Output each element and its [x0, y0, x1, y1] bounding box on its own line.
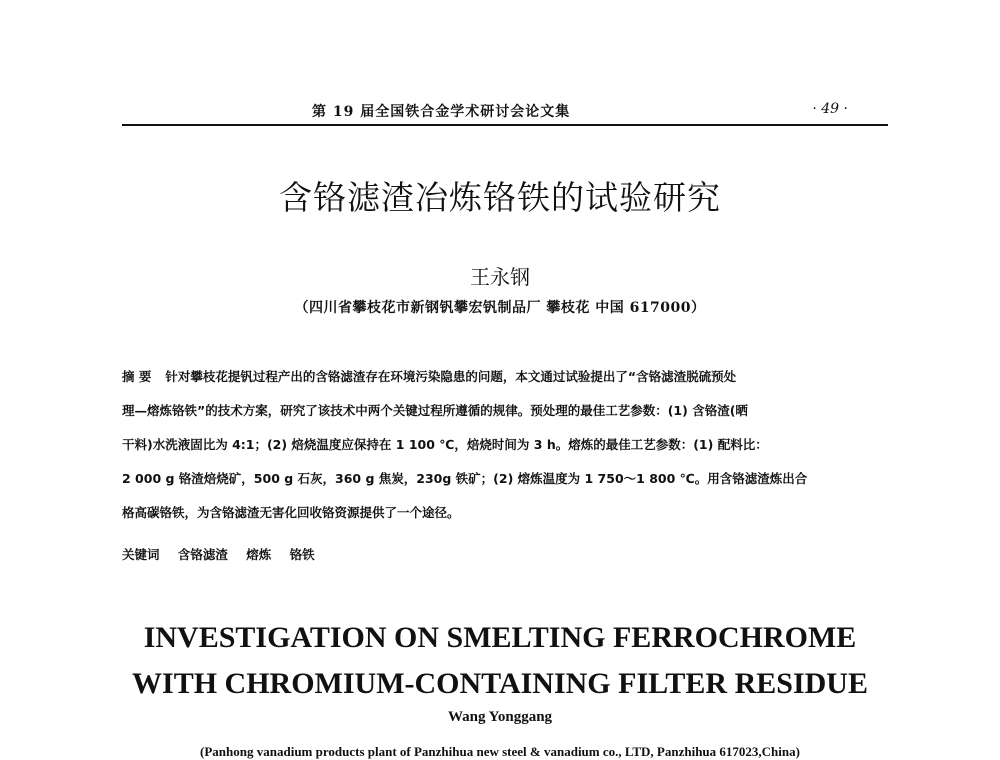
abstract-line: [122, 367, 888, 401]
keywords: [122, 545, 329, 563]
keyword: 熔炼: [246, 547, 272, 562]
abstract-line: 2 000 g 铬渣焙烧矿，500 g 石灰，360 g 焦炭，230g 铁矿；(2) 熔炼温度为 1 750～1 800 ℃。用含铬滤渣炼出合: [122, 471, 808, 486]
abstract-label: 摘 要: [122, 369, 152, 384]
english-title: [0, 615, 1000, 707]
abstract-text: 针对攀枝花提钒过程产出的含铬滤渣存在环境污染隐患的问题，本文通过试验提出了“含铬滤渣脱硫预处: [165, 369, 737, 384]
english-author: Wang Yonggang: [447, 709, 553, 725]
chinese-affiliation: （四川省攀枝花市新钢钒攀宏钒制品厂 攀枝花 中国 617000）: [294, 300, 706, 316]
abstract: [122, 367, 888, 537]
header-rule: [122, 124, 888, 126]
abstract-line: 干料)水洗液固比为 4:1；(2) 焙烧温度应保持在 1 100 ℃，焙烧时间为 3 h。熔炼的最佳工艺参数：(1) 配料比：: [122, 437, 768, 452]
keyword: 含铬滤渣: [177, 547, 228, 562]
english-title-line: WITH CHROMIUM-CONTAINING FILTER RESIDUE: [132, 667, 868, 700]
keyword: 铬铁: [289, 547, 315, 562]
chinese-author: 王永钢: [470, 265, 530, 289]
english-affiliation: (Panhong vanadium products plant of Panzhihua new steel & vanadium co., LTD, Panzhihua 617023,China): [200, 744, 800, 759]
keywords-label: 关键词: [122, 547, 160, 562]
page-number: · 49 ·: [812, 101, 848, 117]
chinese-title: 含铬滤渣冶炼铬铁的试验研究: [279, 178, 721, 217]
abstract-line: 理—熔炼铬铁”的技术方案，研究了该技术中两个关键过程所遵循的规律。预处理的最佳工艺参数：(1) 含铬渣(晒: [122, 403, 748, 418]
english-title-line: INVESTIGATION ON SMELTING FERROCHROME: [143, 621, 857, 654]
running-header-title: 第 19 届全国铁合金学术研讨会论文集: [312, 104, 571, 120]
abstract-line: 格高碳铬铁，为含铬滤渣无害化回收铬资源提供了一个途径。: [122, 505, 460, 520]
